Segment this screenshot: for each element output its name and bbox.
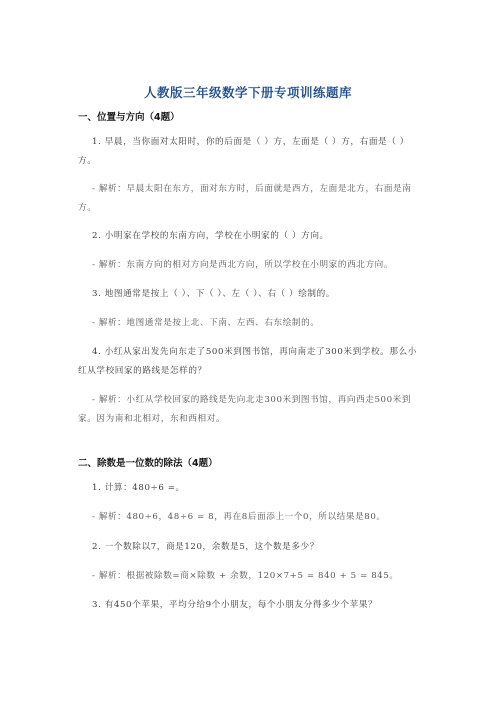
question-paragraph: 1. 早晨，当你面对太阳时，你的后面是（ ）方，左面是（ ）方，右面是（ ）方。 [78,137,409,166]
analysis-paragraph: - 解析：地图通常是按上北、下南、左西、右东绘制的。 [92,318,320,328]
question-paragraph: 3. 地图通常是按上（ ）、下（ ）、左（ ）、右（ ）绘制的。 [92,289,336,299]
analysis-paragraph: - 解析：早晨太阳在东方，面对东方时，后面就是西方，左面是北方，右面是南方。 [78,184,412,213]
question-paragraph: 2. 小明家在学校的东南方向，学校在小明家的（ ）方向。 [92,231,329,241]
question-paragraph: 3. 有450个苹果，平均分给9个小朋友，每个小朋友分得多少个苹果？ [92,600,378,610]
section-heading-division: 二、除数是一位数的除法（4题） [78,458,218,469]
question-paragraph: 1. 计算：480÷6 =。 [92,483,185,493]
analysis-paragraph: - 解析：根据被除数=商×除数 + 余数，120×7+5 = 840 + 5 = 845。 [92,571,399,581]
question-paragraph: 4. 小红从家出发先向东走了500米到图书馆，再向南走了300米到学校。那么小红从学校回家的路线是怎样的？ [78,347,417,376]
section-heading-direction: 一、位置与方向（4题） [78,112,180,123]
analysis-paragraph: - 解析：480÷6，48÷6 = 8，再在8后面添上一个0，所以结果是80。 [92,512,386,522]
question-paragraph: 2. 一个数除以7，商是120，余数是5，这个数是多少？ [92,542,319,552]
document-title: 人教版三年级数学下册专项训练题库 [143,85,352,100]
analysis-paragraph: - 解析：东南方向的相对方向是西北方向，所以学校在小明家的西北方向。 [92,260,394,270]
analysis-paragraph: - 解析：小红从学校回家的路线是先向北走300米到图书馆，再向西走500米到家。因为南和北相对，东和西相对。 [78,395,412,424]
